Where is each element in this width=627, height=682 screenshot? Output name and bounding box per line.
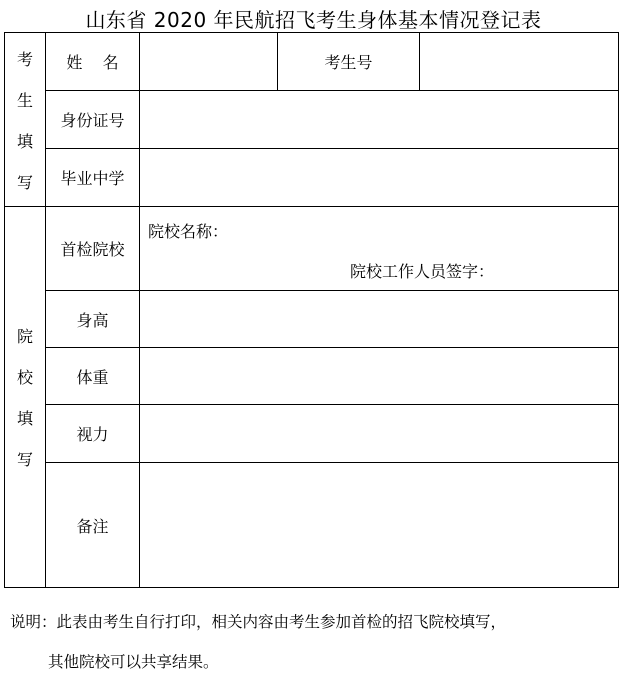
side-char: 院 (16, 327, 33, 346)
row-height (5, 291, 619, 348)
exam-no-label: 考生号 (278, 33, 420, 91)
row-weight (5, 348, 619, 405)
school-field[interactable] (140, 149, 619, 207)
first-check-label: 首检院校 (46, 207, 140, 291)
side-char: 考 (16, 49, 33, 69)
footnote-line-2: 其他院校可以共享结果。 (48, 653, 219, 671)
side-char: 填 (16, 409, 33, 428)
row-remark (5, 463, 619, 588)
vision-label: 视力 (46, 405, 140, 463)
height-label: 身高 (46, 291, 140, 348)
row-school (5, 149, 619, 207)
side-char: 写 (16, 450, 33, 469)
page-title: 山东省 2020 年民航招飞考生身体基本情况登记表 (85, 8, 542, 32)
remark-field[interactable] (140, 463, 619, 588)
side-char: 填 (16, 131, 33, 151)
id-label: 身份证号 (46, 91, 140, 149)
vision-field[interactable] (140, 405, 619, 463)
name-field[interactable] (140, 33, 278, 91)
remark-label: 备注 (46, 463, 140, 588)
row-id (5, 91, 619, 149)
name-label: 姓 名 (46, 33, 140, 91)
id-field[interactable] (140, 91, 619, 149)
staff-sign-prefix: 院校工作人员签字： (350, 262, 495, 281)
side-char: 生 (16, 90, 33, 110)
row-vision (5, 405, 619, 463)
weight-label: 体重 (46, 348, 140, 405)
footnote-line-1: 说明：此表由考生自行打印，相关内容由考生参加首检的招飞院校填写， (10, 613, 507, 631)
exam-no-field[interactable] (420, 33, 619, 91)
school-label: 毕业中学 (46, 149, 140, 207)
row-first-check (5, 207, 619, 291)
row-name (5, 33, 619, 91)
school-name-prefix: 院校名称： (148, 222, 229, 241)
side-char: 校 (16, 368, 33, 387)
college-fill-label (5, 207, 46, 588)
weight-field[interactable] (140, 348, 619, 405)
registration-form-table (4, 32, 619, 588)
first-check-field[interactable] (140, 207, 619, 291)
height-field[interactable] (140, 291, 619, 348)
side-char: 写 (16, 172, 33, 192)
footnote (10, 602, 506, 682)
student-fill-label (5, 33, 46, 207)
